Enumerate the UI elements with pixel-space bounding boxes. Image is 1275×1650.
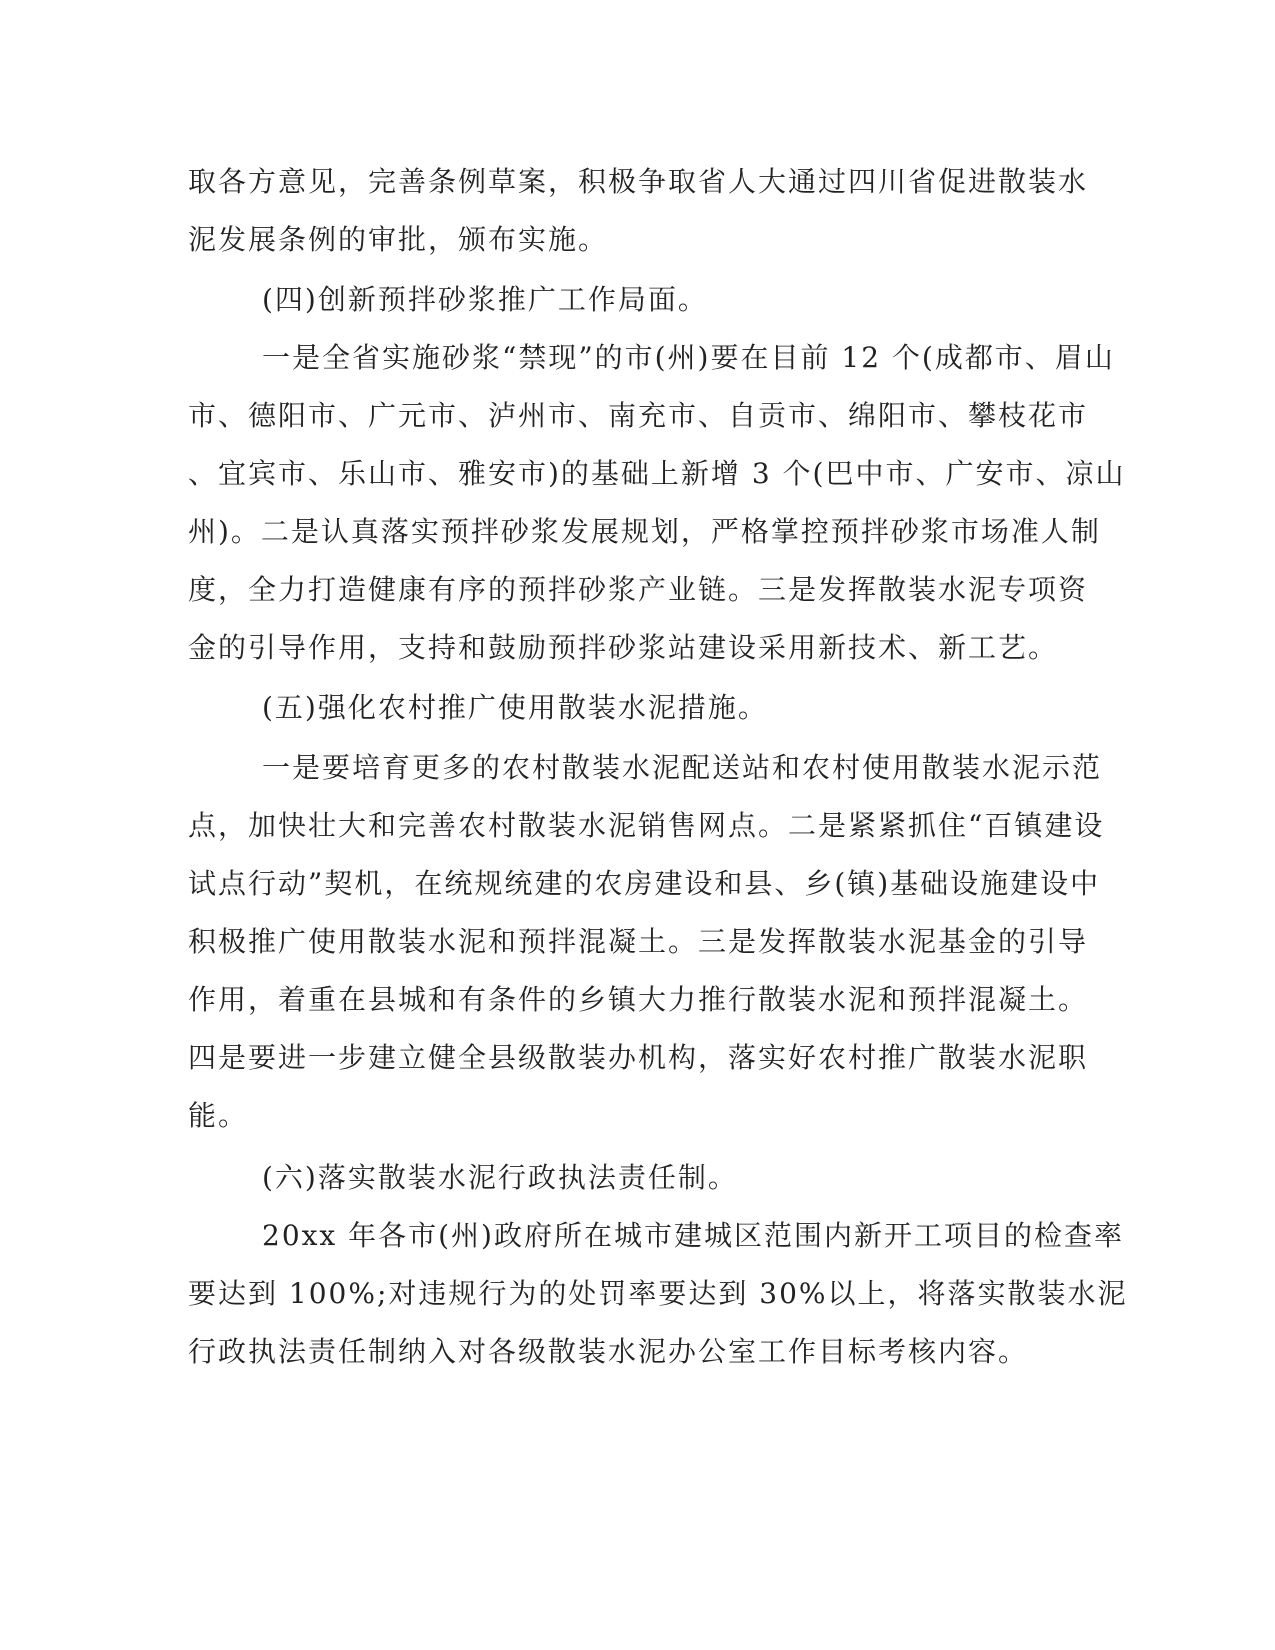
- section-heading-6: (六)落实散装水泥行政执法责任制。: [262, 1161, 738, 1194]
- text-line-4: 一是全省实施砂浆“禁现”的市(州)要在目前 12 个(成都市、眉山: [262, 341, 1115, 374]
- text-line-1: 取各方意见，完善条例草案，积极争取省人大通过四川省促进散装水: [188, 165, 1089, 198]
- text-line-19: 20xx 年各市(州)政府所在城市建城区范围内新开工项目的检查率: [262, 1219, 1124, 1252]
- text-line-8: 度，全力打造健康有序的预拌砂浆产业链。三是发挥散装水泥专项资: [188, 573, 1089, 606]
- text-line-6: 、宜宾市、乐山市、雅安市)的基础上新增 3 个(巴中市、广安市、凉山: [188, 457, 1126, 490]
- text-line-12: 点，加快壮大和完善农村散装水泥销售网点。二是紧紧抓住“百镇建设: [188, 809, 1105, 842]
- text-line-20: 要达到 100%;对违规行为的处罚率要达到 30%以上，将落实散装水泥: [188, 1277, 1128, 1310]
- text-line-14: 积极推广使用散装水泥和预拌混凝土。三是发挥散装水泥基金的引导: [188, 925, 1089, 958]
- text-line-15: 作用，着重在县城和有条件的乡镇大力推行散装水泥和预拌混凝土。: [188, 983, 1089, 1016]
- text-line-21: 行政执法责任制纳入对各级散装水泥办公室工作目标考核内容。: [188, 1335, 1029, 1368]
- text-line-17: 能。: [188, 1099, 249, 1132]
- section-heading-5: (五)强化农村推广使用散装水泥措施。: [262, 691, 768, 724]
- text-line-7: 州)。二是认真落实预拌砂浆发展规划，严格掌控预拌砂浆市场准人制: [188, 515, 1101, 548]
- text-line-13: 试点行动”契机，在统规统建的农房建设和县、乡(镇)基础设施建设中: [188, 867, 1101, 900]
- text-line-16: 四是要进一步建立健全县级散装办机构，落实好农村推广散装水泥职: [188, 1041, 1089, 1074]
- text-line-5: 市、德阳市、广元市、泸州市、南充市、自贡市、绵阳市、攀枝花市: [188, 399, 1089, 432]
- text-line-11: 一是要培育更多的农村散装水泥配送站和农村使用散装水泥示范: [262, 751, 1103, 784]
- text-line-2: 泥发展条例的审批，颁布实施。: [188, 223, 609, 256]
- section-heading-4: (四)创新预拌砂浆推广工作局面。: [262, 283, 708, 316]
- text-line-9: 金的引导作用，支持和鼓励预拌砂浆站建设采用新技术、新工艺。: [188, 631, 1059, 664]
